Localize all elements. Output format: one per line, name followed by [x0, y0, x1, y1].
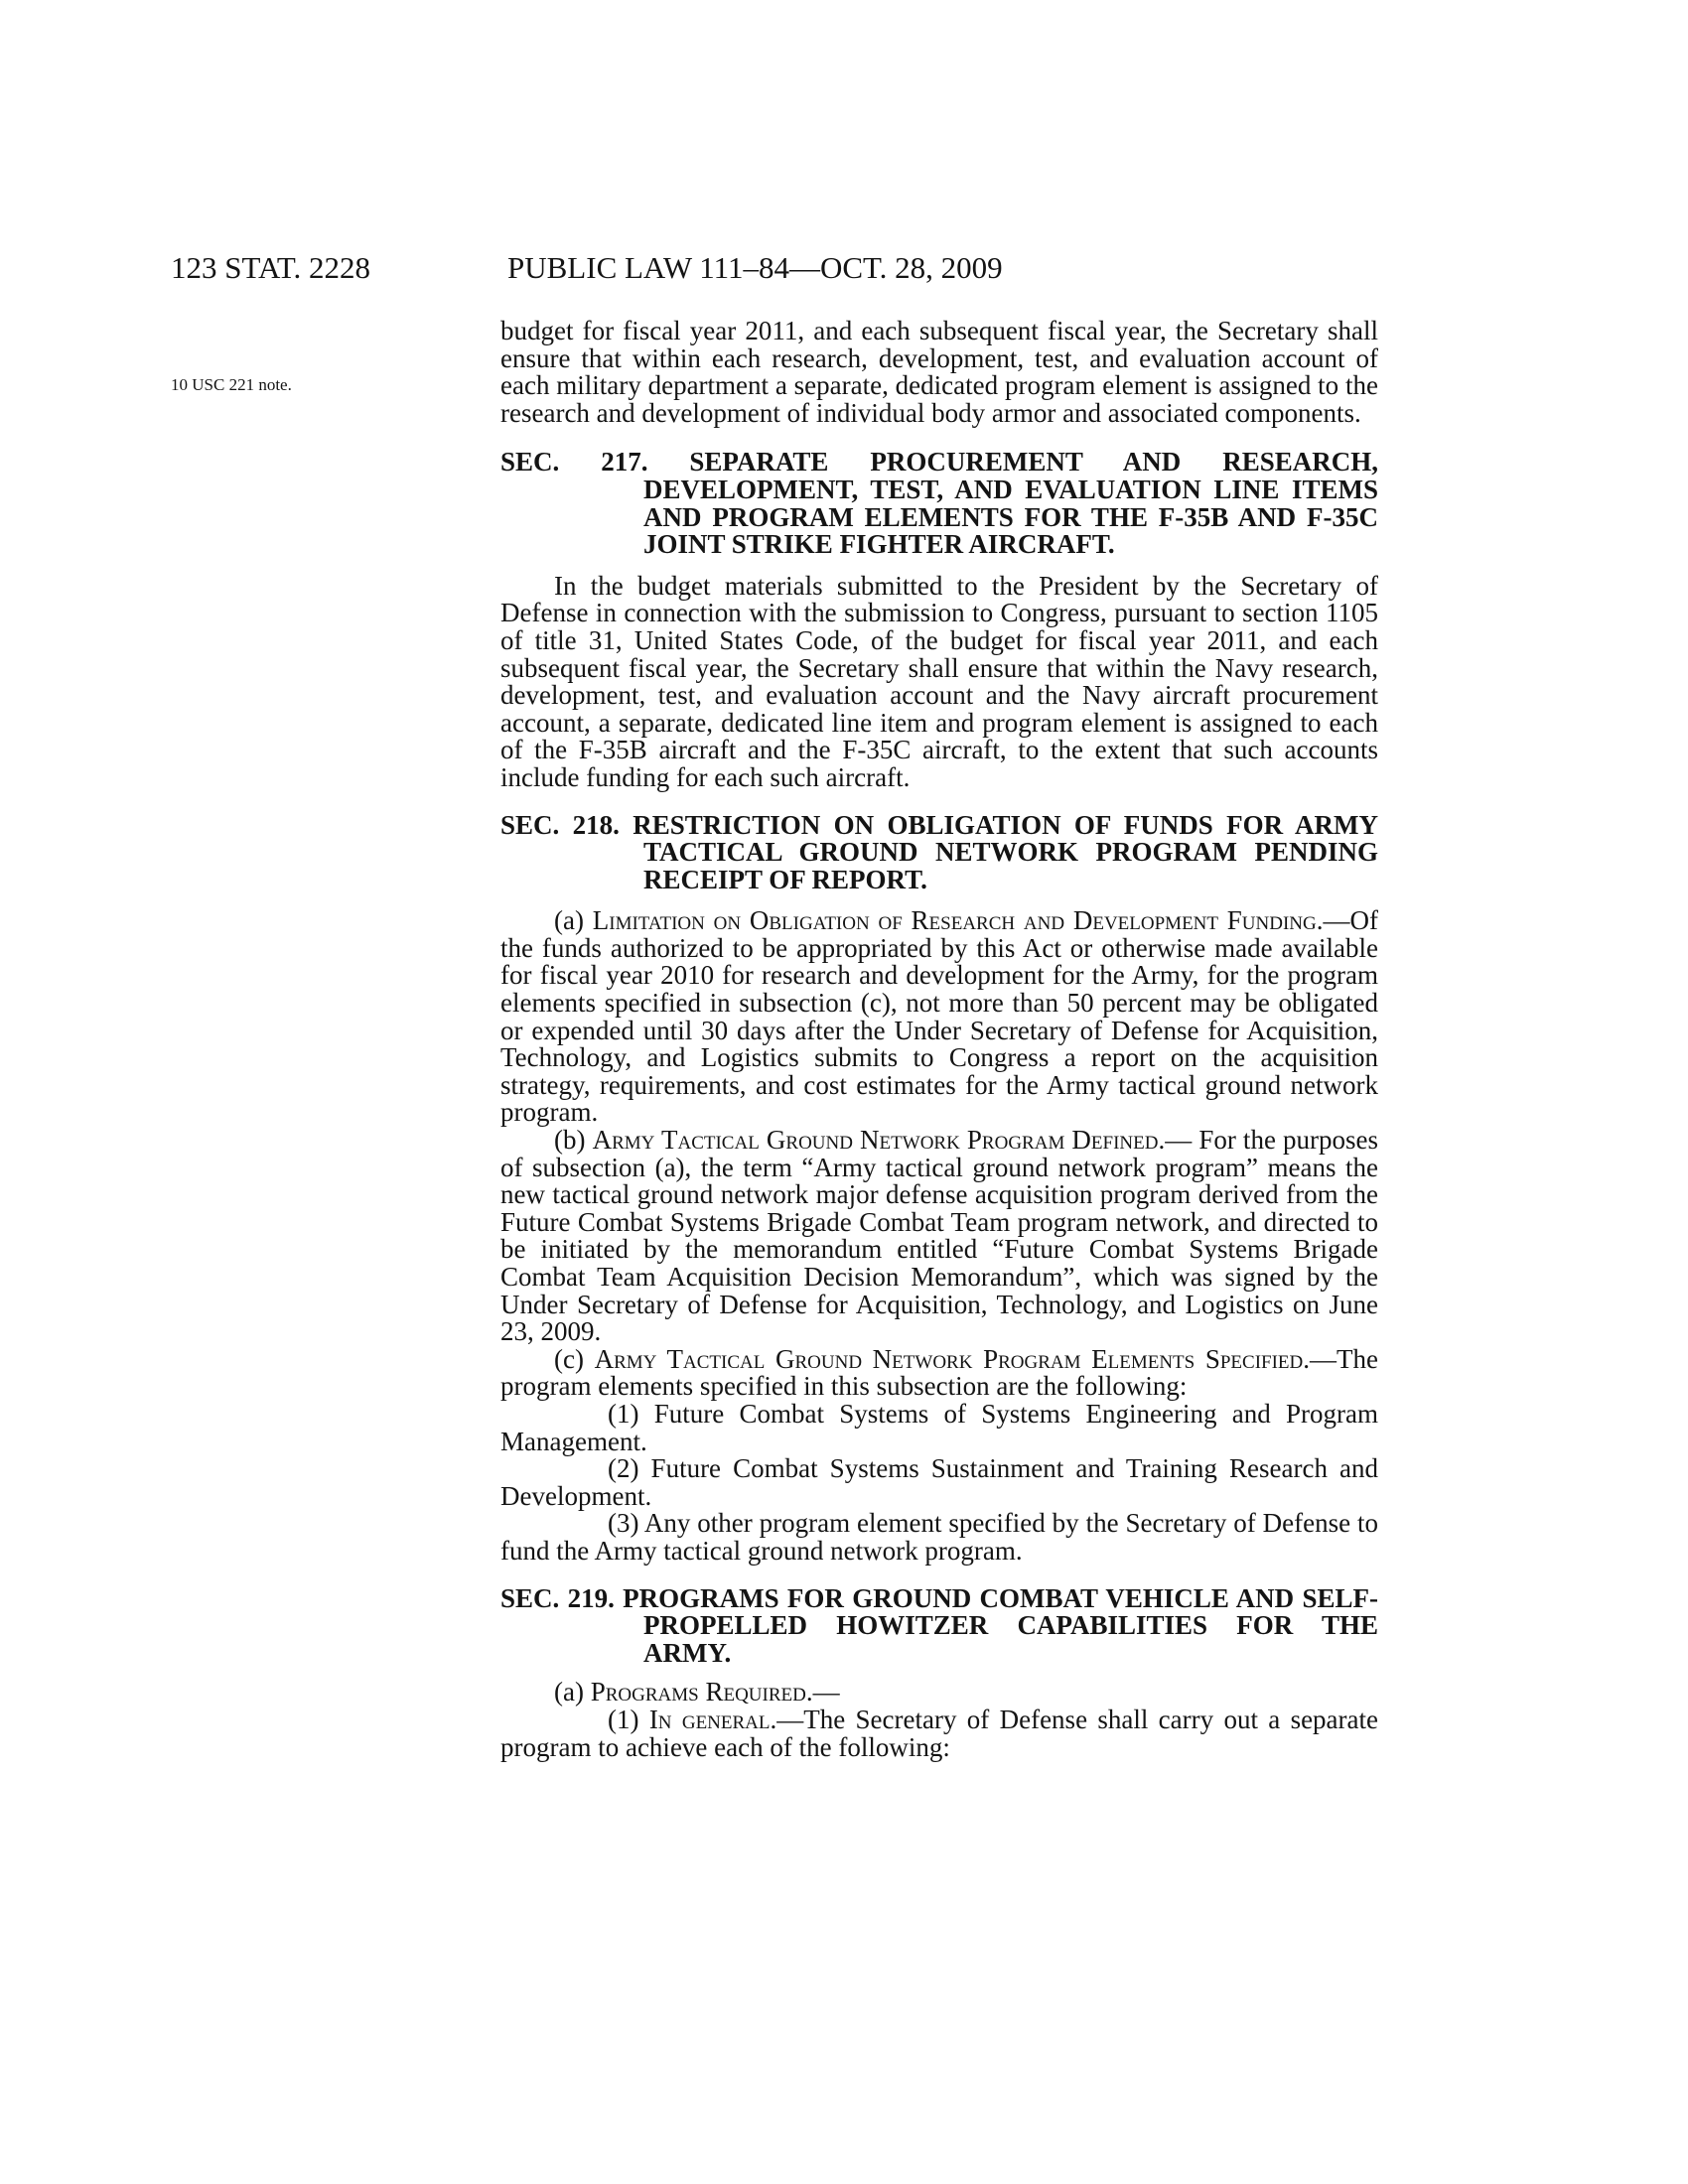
- list-item: (1) Future Combat Systems of Systems Engineering and Program Management.: [500, 1398, 1378, 1456]
- margin-note: 10 USC 221 note.: [171, 375, 292, 394]
- section-219-subsection-a: [500, 1679, 1378, 1706]
- subsection-b-text: .— For the purposes of subsection (a), the term “Army tactical ground network program” means the new tactical ground network major defense acquisition program derived from the Future Combat Systems Brigade Combat Team program network, and directed to be initiated by the memorandum entitled “Future Combat Systems Brigade Combat Team Acquisition Decision Memorandum”, which was signed by the Under Secretary of Defense for Acquisition, Technology, and Logistics on June 23, 2009.: [500, 1125, 1379, 1347]
- main-text-column: [500, 318, 1378, 1761]
- subsection-b-label: (b): [554, 1125, 593, 1156]
- subsection-a-dash: .—: [805, 1677, 840, 1707]
- subsection-c-title: Army Tactical Ground Network Program Elements Specified: [594, 1343, 1304, 1374]
- intro-paragraph: budget for fiscal year 2011, and each subsequent fiscal year, the Secretary shall ensure that within each research, development, test, and evaluation account of each military department a separate, dedicated program element is assigned to the research and development of individual body armor and associated components.: [500, 316, 1378, 428]
- section-219-heading: SEC. 219. PROGRAMS FOR GROUND COMBAT VEHICLE AND SELF-PROPELLED HOWITZER CAPABILITIES FOR THE ARMY.: [500, 1582, 1378, 1668]
- subsection-c-text: .—The program elements specified in this subsection are the following:: [500, 1343, 1378, 1402]
- section-218-heading: SEC. 218. RESTRICTION ON OBLIGATION OF FUNDS FOR ARMY TACTICAL GROUND NETWORK PROGRAM PENDING RECEIPT OF REPORT.: [500, 809, 1378, 894]
- paragraph-1-title: In general: [648, 1704, 771, 1734]
- subsection-b-title: Army Tactical Ground Network Program Defined: [592, 1125, 1159, 1156]
- public-law-citation: PUBLIC LAW 111–84—OCT. 28, 2009: [507, 250, 1003, 285]
- subsection-c-label: (c): [554, 1343, 595, 1374]
- subsection-a-text: .—Of the funds authorized to be appropriated by this Act or otherwise made available for fiscal year 2010 for research and development for the Army, for the program elements specified in subsection (c), not more than 50 percent may be obligated or expended until 30 days after the Under Secretary of Defense for Acquisition, Technology, and Logistics submits to Congress a report on the acquisition strategy, requirements, and cost estimates for the Army tactical ground network program.: [500, 905, 1378, 1128]
- list-item: (3) Any other program element specified by the Secretary of Defense to fund the Army tactical ground network program.: [500, 1508, 1378, 1566]
- page-header: [0, 248, 1688, 288]
- section-219-paragraph-1: [500, 1706, 1378, 1761]
- section-217-heading: SEC. 217. SEPARATE PROCUREMENT AND RESEARCH, DEVELOPMENT, TEST, AND EVALUATION LINE ITEMS AND PROGRAM ELEMENTS FOR THE F-35B AND F-35C JOINT STRIKE FIGHTER AIRCRAFT.: [500, 447, 1378, 560]
- paragraph-1-text: .—The Secretary of Defense shall carry out a separate program to achieve each of the following:: [500, 1704, 1379, 1762]
- subsection-a-label: (a): [554, 1677, 591, 1707]
- subsection-a-title: Programs Required: [590, 1677, 806, 1707]
- section-218-subsection-a: [500, 907, 1378, 1127]
- list-item: (2) Future Combat Systems Sustainment and Training Research and Development.: [500, 1453, 1378, 1511]
- subsection-a-label: (a): [554, 905, 593, 936]
- section-217-body: In the budget materials submitted to the President by the Secretary of Defense in connection with the submission to Congress, pursuant to section 1105 of title 31, United States Code, of the budget for fiscal year 2011, and each subsequent fiscal year, the Secretary shall ensure that within the Navy research, development, test, and evaluation account and the Navy aircraft procurement account, a separate, dedicated line item and program element is assigned to each of the F-35B aircraft and the F-35C aircraft, to the extent that such accounts include funding for each such aircraft.: [500, 570, 1378, 792]
- section-218-subsection-c: [500, 1343, 1378, 1402]
- section-218-subsection-b: [500, 1127, 1378, 1346]
- subsection-a-title: Limitation on Obligation of Research and Development Funding: [592, 905, 1317, 936]
- paragraph-1-label: (1): [608, 1704, 649, 1734]
- statute-page-number: 123 STAT. 2228: [171, 250, 371, 285]
